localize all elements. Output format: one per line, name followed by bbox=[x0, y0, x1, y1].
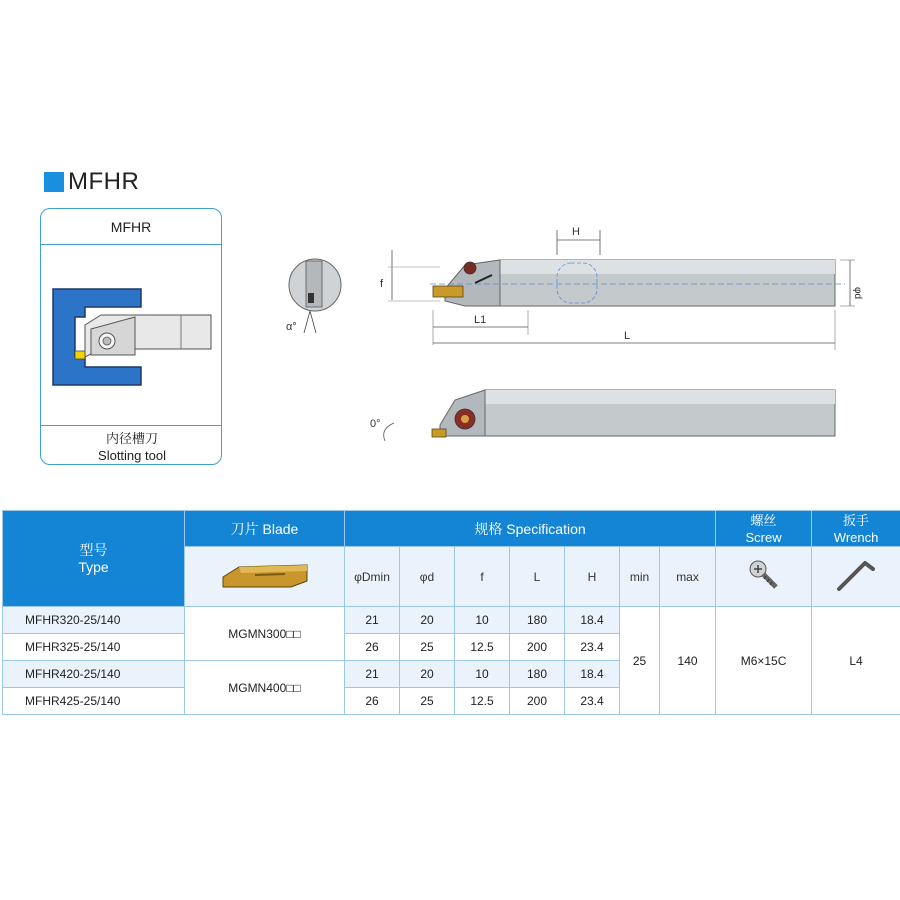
side-view-bottom bbox=[370, 390, 835, 441]
d-subheader: φd bbox=[400, 547, 455, 607]
section-title bbox=[44, 168, 139, 196]
L-label: L bbox=[624, 330, 631, 342]
spec-table bbox=[2, 510, 900, 715]
card-title: MFHR bbox=[41, 209, 221, 245]
slotting-illustration bbox=[41, 245, 222, 425]
min-subheader: min bbox=[620, 547, 660, 607]
wrench-image-cell bbox=[812, 547, 900, 607]
title-marker bbox=[44, 172, 64, 192]
blade-image-cell bbox=[185, 547, 345, 607]
zero-angle-label: 0° bbox=[370, 418, 381, 430]
table-row: MFHR425-25/140 26 25 12.5 200 23.4 bbox=[3, 688, 900, 715]
blade-header: 刀片 Blade bbox=[185, 511, 345, 547]
caption-cn: 内径槽刀 bbox=[105, 431, 158, 446]
tool-card bbox=[40, 208, 222, 465]
spec-header: 规格 Specification bbox=[345, 511, 716, 547]
H-label: H bbox=[572, 226, 580, 238]
screw-image-cell bbox=[716, 547, 812, 607]
side-view-top bbox=[380, 226, 863, 350]
dmin-subheader: φDmin bbox=[345, 547, 400, 607]
screw-value: M6×15C bbox=[716, 607, 812, 715]
card-caption bbox=[41, 425, 222, 465]
alpha-label: α° bbox=[286, 321, 297, 333]
L-subheader: L bbox=[510, 547, 565, 607]
blade-icon bbox=[215, 555, 315, 595]
max-value: 140 bbox=[660, 607, 716, 715]
table-row: MFHR420-25/140 MGMN400□□ 21 20 10 180 18.4 bbox=[3, 661, 900, 688]
min-value: 25 bbox=[620, 607, 660, 715]
table-row: MFHR325-25/140 26 25 12.5 200 23.4 bbox=[3, 634, 900, 661]
wrench-icon bbox=[833, 555, 879, 595]
L1-label: L1 bbox=[474, 314, 487, 326]
blade-model-2: MGMN400□□ bbox=[185, 661, 345, 715]
blade-model-1: MGMN300□□ bbox=[185, 607, 345, 661]
f-subheader: f bbox=[455, 547, 510, 607]
H-subheader: H bbox=[565, 547, 620, 607]
type-header: 型号 Type bbox=[3, 511, 185, 607]
wrench-value: L4 bbox=[812, 607, 900, 715]
end-view bbox=[286, 259, 341, 333]
caption-en: Slotting tool bbox=[98, 448, 166, 463]
wrench-header: 扳手 Wrench bbox=[812, 511, 900, 547]
tool-drawings bbox=[270, 215, 870, 465]
screw-icon bbox=[744, 555, 784, 595]
screw-header: 螺丝 Screw bbox=[716, 511, 812, 547]
f-label: f bbox=[380, 278, 384, 290]
table-row: MFHR320-25/140 MGMN300□□ 21 20 10 180 18.4 25 140 M6×15C L4 bbox=[3, 607, 900, 634]
page-title: MFHR bbox=[68, 168, 140, 195]
phi-d-label: φd bbox=[852, 287, 863, 300]
max-subheader: max bbox=[660, 547, 716, 607]
